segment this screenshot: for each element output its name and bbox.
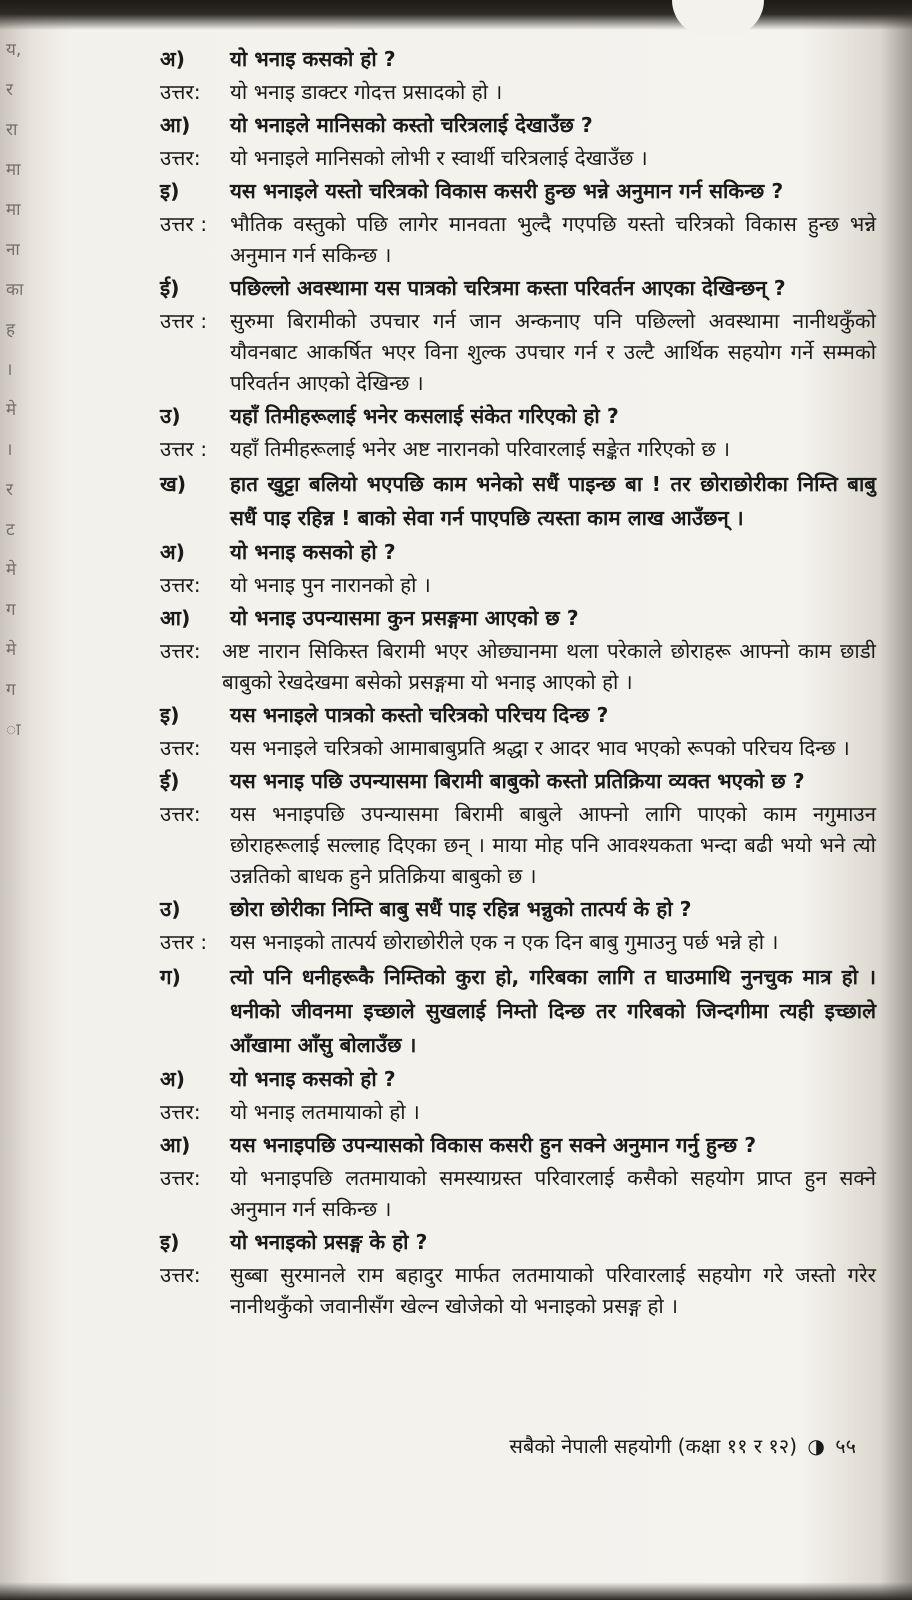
left-margin-bleed-text (6, 30, 30, 930)
excerpt-item (160, 467, 876, 535)
excerpt-text: त्यो पनि धनीहरूकै निम्तिको कुरा हो, गरिबका लागि त घाउमाथि नुनचुक मात्र हो । धनीको जीवनमा इच्छाले सुखलाई निम्तो दिन्छ तर गरिबको जिन्दगीमा त्यही इच्छाले आँखामा आँसु बोलाउँछ । (230, 965, 876, 1057)
answer-item (160, 570, 876, 601)
question-label: ई) (160, 769, 180, 793)
question-item (160, 603, 876, 634)
question-label: उ) (160, 404, 181, 428)
answer-label: उत्तर : (160, 437, 208, 461)
answer-text: यस भनाइले चरित्रको आमाबाबुप्रति श्रद्धा र आदर भाव भएको रूपको परिचय दिन्छ । (230, 736, 850, 760)
question-text: यो भनाइ उपन्यासमा कुन प्रसङ्गमा आएको छ ? (230, 606, 579, 630)
question-label: आ) (160, 606, 191, 630)
margin-char: मे (6, 640, 17, 660)
page-footer (509, 1432, 856, 1459)
page-bottom-shadow (0, 1582, 912, 1600)
answer-text: यस भनाइपछि उपन्यासमा बिरामी बाबुले आफ्नो लागि पाएको काम नगुमाउन छोराहरूलाई सल्लाह दिएका छन् । माया मोह पनि आवश्यकता भन्दा बढी भयो भने त्यो उन्नतिको बाधक हुने प्रतिक्रिया बाबुको छ । (230, 802, 876, 888)
question-item (160, 1064, 876, 1095)
question-label: उ) (160, 897, 181, 921)
question-label: आ) (160, 113, 191, 137)
answer-label: उत्तर: (160, 573, 201, 597)
answer-text: यहाँ तिमीहरूलाई भनेर अष्ट नारानको परिवारलाई सङ्केत गरिएको छ । (230, 437, 730, 461)
answer-item (160, 927, 876, 958)
answer-item (160, 799, 876, 892)
answer-text: सुब्बा सुरमानले राम बहादुर मार्फत लतमायाको परिवारलाई सहयोग गरे जस्तो गरेर नानीथकुँको जवानीसँग खेल्न खोजेको यो भनाइको प्रसङ्ग हो । (230, 1263, 876, 1318)
answer-text: यो भनाइले मानिसको लोभी र स्वार्थी चरित्रलाई देखाउँछ । (230, 146, 648, 170)
margin-char: ा (6, 720, 21, 740)
question-item (160, 44, 876, 75)
question-text: यो भनाइ कसको हो ? (230, 1067, 396, 1091)
question-text: यस भनाइपछि उपन्यासको विकास कसरी हुन सक्ने अनुमान गर्नु हुन्छ ? (230, 1133, 757, 1157)
excerpt-label: ख) (160, 472, 187, 496)
answer-item (160, 733, 876, 764)
question-item (160, 1130, 876, 1161)
question-item (160, 894, 876, 925)
question-item (160, 110, 876, 141)
excerpt-item (160, 960, 876, 1062)
question-text: यो भनाइले मानिसको कस्तो चरित्रलाई देखाउँछ ? (230, 113, 593, 137)
margin-char: ना (6, 240, 20, 260)
page-top-shadow (0, 0, 912, 30)
margin-char: रा (6, 120, 18, 140)
question-text: छोरा छोरीका निम्ति बाबु सधैं पाइ रहिन्न भन्नुको तात्पर्य के हो ? (230, 897, 692, 921)
answer-label: उत्तर: (160, 1100, 201, 1124)
answer-label: उत्तर : (160, 212, 208, 236)
answer-label: उत्तर: (160, 146, 201, 170)
answer-item (160, 143, 876, 174)
answer-text: यो भनाइपछि लतमायाको समस्याग्रस्त परिवारलाई कसैको सहयोग प्राप्त हुन सक्ने अनुमान गर्न सकिन्छ । (230, 1166, 876, 1221)
answer-label: उत्तर: (160, 1263, 201, 1287)
answer-text: अष्ट नारान सिकिस्त बिरामी भएर ओछ्यानमा थला परेकाले छोराहरू आफ्नो काम छाडी बाबुको रेखदेखमा बसेको प्रसङ्गमा यो भनाइ आएको हो । (222, 639, 876, 694)
answer-label: उत्तर: (160, 736, 201, 760)
margin-char: य, (6, 40, 22, 60)
footer-book-title: सबैको नेपाली सहयोगी (कक्षा ११ र १२) (509, 1434, 798, 1458)
question-text: यस भनाइ पछि उपन्यासमा बिरामी बाबुको कस्तो प्रतिक्रिया व्यक्त भएको छ ? (230, 769, 805, 793)
question-text: यस भनाइले पात्रको कस्तो चरित्रको परिचय दिन्छ ? (230, 703, 609, 727)
answer-label: उत्तर: (160, 80, 201, 104)
question-label: अ) (160, 540, 186, 564)
margin-char: । (6, 360, 13, 380)
margin-char: ग (6, 680, 16, 700)
margin-char: मा (6, 160, 21, 180)
answer-item (160, 209, 876, 271)
answer-item (160, 306, 876, 399)
question-item (160, 401, 876, 432)
footer-page-number: ५५ (835, 1434, 856, 1458)
answer-label: उत्तर: (160, 639, 201, 663)
answer-text: यस भनाइको तात्पर्य छोराछोरीले एक न एक दिन बाबु गुमाउनु पर्छ भन्ने हो । (230, 930, 779, 954)
answer-text: यो भनाइ पुन नारानको हो । (230, 573, 431, 597)
question-text: यहाँ तिमीहरूलाई भनेर कसलाई संकेत गरिएको हो ? (230, 404, 619, 428)
excerpt-label: ग) (160, 965, 181, 989)
margin-char: ह (6, 320, 16, 340)
answer-label: उत्तर : (160, 309, 208, 333)
answer-item (160, 636, 876, 698)
margin-char: र (6, 480, 13, 500)
margin-char: मे (6, 560, 17, 580)
question-text: यस भनाइले यस्तो चरित्रको विकास कसरी हुन्छ भन्ने अनुमान गर्न सकिन्छ ? (230, 179, 784, 203)
question-item (160, 176, 876, 207)
question-label: आ) (160, 1133, 191, 1157)
question-text: यो भनाइको प्रसङ्ग के हो ? (230, 1230, 428, 1254)
question-label: अ) (160, 1067, 186, 1091)
answer-item (160, 434, 876, 465)
margin-char: ग (6, 600, 16, 620)
answer-text: यो भनाइ डाक्टर गोदत्त प्रसादको हो । (230, 80, 503, 104)
answer-item (160, 77, 876, 108)
answer-item (160, 1163, 876, 1225)
answer-text: सुरुमा बिरामीको उपचार गर्न जान अन्कनाए पनि पछिल्लो अवस्थामा नानीथकुँको यौवनबाट आकर्षित भएर विना शुल्क उपचार गर्न र उल्टै आर्थिक सहयोग गर्ने सम्मको परिवर्तन आएको देखिन्छ । (230, 309, 876, 395)
margin-char: मा (6, 200, 21, 220)
answer-item (160, 1097, 876, 1128)
answer-text: यो भनाइ लतमायाको हो । (230, 1100, 420, 1124)
page-top-notch (672, 0, 764, 36)
question-item (160, 537, 876, 568)
question-text: पछिल्लो अवस्थामा यस पात्रको चरित्रमा कस्ता परिवर्तन आएका देखिन्छन् ? (230, 276, 786, 300)
question-label: इ) (160, 703, 180, 727)
answer-text: भौतिक वस्तुको पछि लागेर मानवता भुल्दै गएपछि यस्तो चरित्रको विकास हुन्छ भन्ने अनुमान गर्न सकिन्छ । (230, 212, 876, 267)
question-label: इ) (160, 179, 180, 203)
margin-char: र (6, 80, 13, 100)
question-item (160, 1227, 876, 1258)
excerpt-text: हात खुट्टा बलियो भएपछि काम भनेको सधैं पाइन्छ बा ! तर छोराछोरीका निम्ति बाबु सधैं पाइ रहिन्न ! बाको सेवा गर्न पाएपछि त्यस्ता काम लाख आउँछन् । (230, 472, 876, 530)
answer-label: उत्तर : (160, 930, 208, 954)
answer-label: उत्तर: (160, 802, 201, 826)
answer-label: उत्तर: (160, 1166, 201, 1190)
question-item (160, 273, 876, 304)
question-text: यो भनाइ कसको हो ? (230, 540, 396, 564)
margin-char: मे (6, 400, 17, 420)
margin-char: ट (6, 520, 15, 540)
question-item (160, 700, 876, 731)
bullet-circle-icon: ◑ (807, 1434, 825, 1458)
question-item (160, 766, 876, 797)
question-label: इ) (160, 1230, 180, 1254)
question-text: यो भनाइ कसको हो ? (230, 47, 396, 71)
question-label: अ) (160, 47, 186, 71)
margin-char: । (6, 440, 13, 460)
answer-item (160, 1260, 876, 1322)
margin-char: का (6, 280, 24, 300)
question-label: ई) (160, 276, 180, 300)
qa-content (160, 44, 876, 1324)
